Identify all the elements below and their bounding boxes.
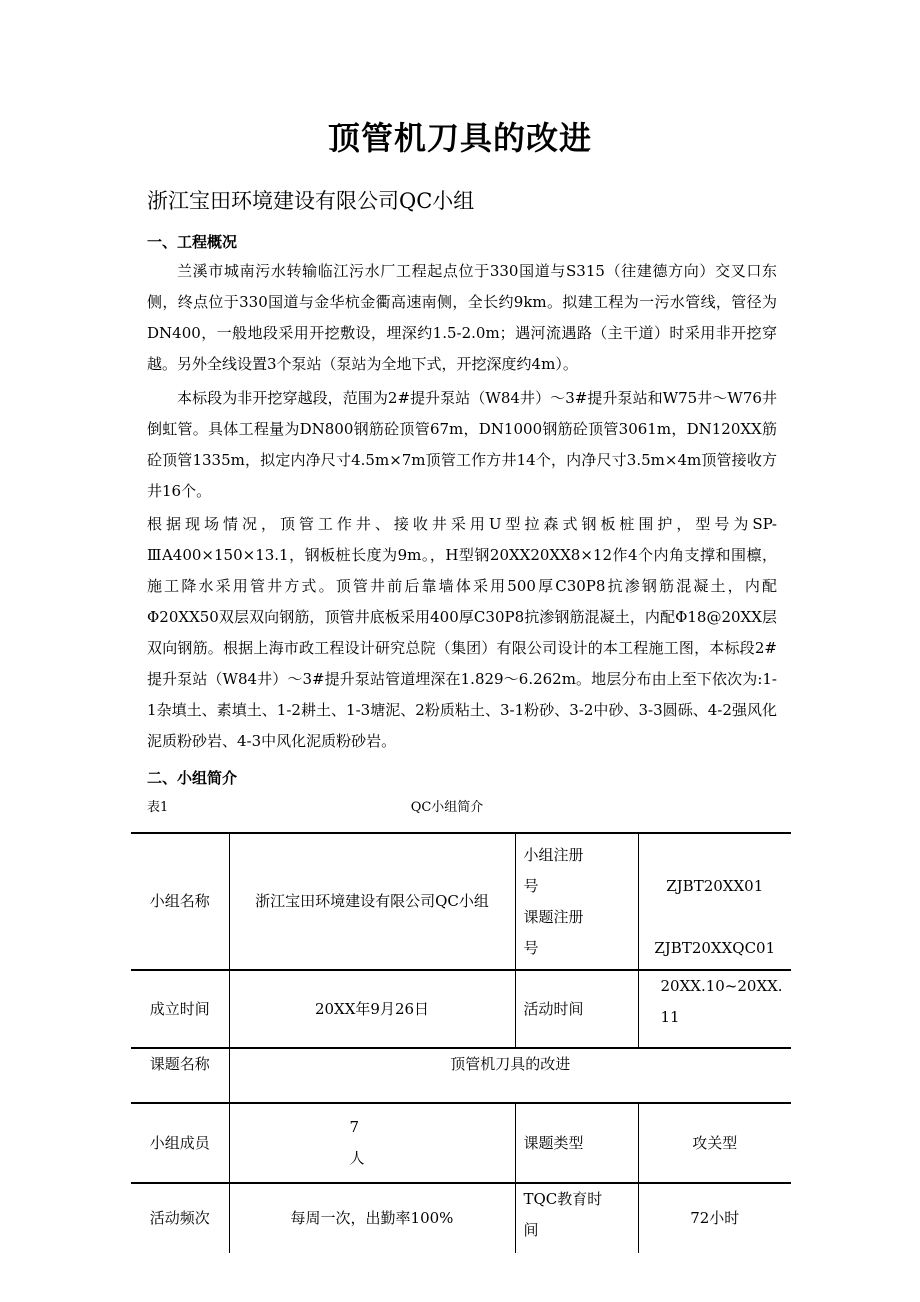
members-label: 小组成员 (149, 1133, 210, 1152)
topic-label: 课题名称 (149, 1055, 210, 1073)
reg-no-label-a: 小组注册 (523, 845, 584, 864)
registration-values-cell (638, 833, 791, 970)
group-name-label: 小组名称 (149, 892, 210, 910)
tqc-hours-value: 72小时 (638, 1183, 791, 1253)
members-count: 7 (349, 1118, 360, 1136)
table-title: QC小组简介 (410, 800, 484, 815)
topic-type-value: 攻关型 (638, 1103, 791, 1183)
activity-time-value (638, 970, 791, 1048)
table-number: 表1 (147, 800, 169, 815)
registration-labels-cell (515, 833, 638, 970)
document-subtitle: 浙江宝田环境建设有限公司QC小组 (147, 189, 475, 213)
table-row (131, 833, 791, 970)
founded-value: 20XX年9月26日 (229, 970, 515, 1048)
activity-time-b: 11 (660, 1008, 680, 1026)
reg-no-label-b: 号 (523, 876, 539, 895)
members-value (229, 1103, 515, 1183)
overview-paragraph-2: 本标段为非开挖穿越段，范围为2#提升泵站（W84井）～3#提升泵站和W75井～W76井倒虹管。具体工程量为DN800钢筋砼顶管67m，DN1000钢筋砼顶管3061m，DN120XX筋砼顶管1335m，拟定内净尺寸4.5m×7m顶管工作方井14个，内净尺寸3.5m×4m顶管接收方井16个。 (147, 389, 777, 500)
members-unit: 人 (349, 1149, 365, 1167)
overview-paragraph-1: 兰溪市城南污水转输临江污水厂工程起点位于330国道与S315（往建德方向）交叉口东侧，终点位于330国道与金华杭金衢高速南侧，全长约9km。拟建工程为一污水管线，管径为DN400，一般地段采用开挖敷设，埋深约1.5-2.0m；遇河流遇路（主干道）时采用非开挖穿越。另外全线设置3个泵站（泵站为全地下式，开挖深度约4m）。 (147, 262, 777, 373)
section-heading-overview: 一、工程概况 (147, 233, 238, 251)
document-title: 顶管机刀具的改进 (327, 119, 592, 157)
section-heading-group-intro: 二、小组简介 (147, 769, 238, 787)
tqc-label-b: 间 (523, 1221, 539, 1239)
frequency-value: 每周一次，出勤率100% (229, 1183, 515, 1253)
tqc-label-cell (515, 1183, 638, 1253)
topic-reg-label-b: 号 (523, 938, 539, 957)
qc-group-table (131, 832, 791, 1253)
tqc-label-a: TQC教育时 (523, 1190, 603, 1208)
table-row (131, 1183, 791, 1253)
topic-reg-label-a: 课题注册 (523, 907, 584, 926)
topic-value: 顶管机刀具的改进 (229, 1048, 791, 1103)
topic-type-label: 课题类型 (515, 1103, 638, 1183)
founded-label: 成立时间 (149, 999, 210, 1018)
topic-reg-value: ZJBT20XXQC01 (654, 938, 776, 957)
activity-time-label: 活动时间 (515, 970, 638, 1048)
overview-paragraph-3: 根据现场情况，顶管工作井、接收井采用U型拉森式钢板桩围护，型号为SP-ⅢA400×150×13.1，钢板桩长度为9m。，H型钢20XX20XX8×12作4个内角支撑和围檩，施工降水采用管井方式。顶管井前后靠墙体采用500厚C30P8抗渗钢筋混凝土，内配Φ20XX50双层双向钢筋，顶管井底板采用400厚C30P8抗渗钢筋混凝土，内配Φ18@20XX层双向钢筋。根据上海市政工程设计研究总院（集团）有限公司设计的本工程施工图，本标段2#提升泵站（W84井）～3#提升泵站管道埋深在1.829～6.262m。地层分布由上至下依次为:1-1杂填土、素填土、1-2耕土、1-3塘泥、2粉质粘土、3-1粉砂、3-2中砂、3-3圆砾、4-2强风化泥质粉砂岩、4-3中风化泥质粉砂岩。 (147, 515, 777, 750)
table-row (131, 1048, 791, 1103)
frequency-label: 活动频次 (149, 1209, 210, 1227)
activity-time-a: 20XX.10~20XX. (660, 977, 783, 995)
reg-no-value: ZJBT20XX01 (666, 876, 764, 895)
table-row (131, 970, 791, 1048)
table-row (131, 1103, 791, 1183)
group-name-value: 浙江宝田环境建设有限公司QC小组 (229, 833, 515, 970)
